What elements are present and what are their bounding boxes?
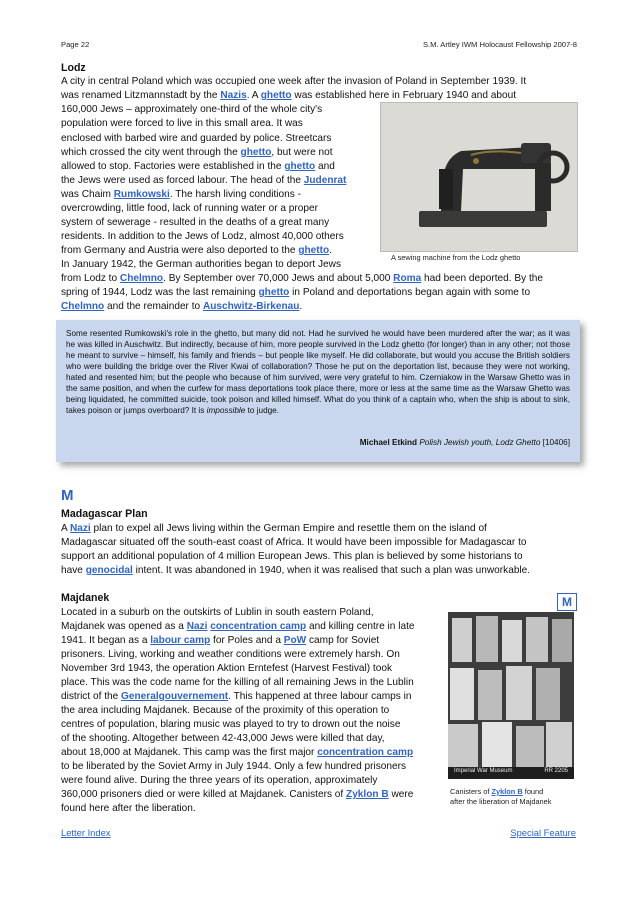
- majdanek-line-5: November 3rd 1943, the operation Aktion Erntefest (Harvest Festival) took: [61, 663, 393, 674]
- link-ghetto[interactable]: ghetto: [284, 161, 316, 172]
- link-roma[interactable]: Roma: [393, 273, 422, 284]
- lodz-line-9: was Chaim Rumkowski. The harsh living conditions -: [61, 189, 301, 200]
- lodz-line-7: allowed to stop. Factories were established in the ghetto and: [61, 161, 335, 172]
- link-rumkowski[interactable]: Rumkowski: [113, 189, 170, 200]
- testimony-attribution: Michael Etkind Polish Jewish youth, Lodz Ghetto [10406]: [359, 438, 570, 447]
- link-labour-camp[interactable]: labour camp: [150, 635, 211, 646]
- running-header: S.M. Artley IWM Holocaust Fellowship 2007-8: [422, 40, 577, 49]
- madagascar-line-1: A Nazi plan to expel all Jews living within the German Empire and resettle them on the island of: [61, 523, 487, 534]
- link-generalgouvernement[interactable]: Generalgouvernement: [121, 691, 229, 702]
- madagascar-line-4: have genocidal intent. It was abandoned in 1940, when it was realised that such a plan was unworkable.: [61, 565, 531, 576]
- majdanek-line-2: Majdanek was opened as a Nazi concentration camp and killing centre in late: [61, 621, 415, 632]
- lodz-line-1: A city in central Poland which was occupied one week after the invasion of Poland in September 1939. It: [61, 76, 527, 87]
- image-reference: RR 2205: [544, 768, 568, 774]
- majdanek-line-6: place. This was the code name for the killing of all remaining Jews in the Lublin: [61, 677, 414, 688]
- majdanek-line-11: about 18,000 at Majdanek. This camp was the first major concentration camp: [61, 747, 414, 758]
- majdanek-line-9: centres of population, blaring music was played to try to drown out the noise: [61, 719, 401, 730]
- lodz-line-12: residents. In addition to the Jews of Lodz, almost 40,000 others: [61, 231, 344, 242]
- majdanek-line-8: the area including Majdanek. Because of the proximity of this operation to: [61, 705, 390, 716]
- entry-title-majdanek: Majdanek: [61, 592, 110, 604]
- majdanek-line-14: 360,000 prisoners died or were killed at Majdanek. Canisters of Zyklon B were: [61, 789, 414, 800]
- entry-title-lodz: Lodz: [61, 62, 86, 74]
- majdanek-line-4: prisoners. Living, working and weather conditions were extremely harsh. On: [61, 649, 400, 660]
- special-feature-link[interactable]: Special Feature: [510, 827, 576, 838]
- section-letter: M: [61, 487, 74, 504]
- lodz-line-14: In January 1942, the German authorities began to deport Jews: [61, 259, 341, 270]
- image-caption-canisters-2: after the liberation of Majdanek: [450, 797, 552, 806]
- letter-index-link[interactable]: Letter Index: [61, 827, 111, 838]
- lodz-line-2: was renamed Litzmannstadt by the Nazis. A ghetto was established here in February 1940 and about: [61, 90, 517, 101]
- link-pow[interactable]: PoW: [283, 635, 307, 646]
- majdanek-line-15: found here after the liberation.: [61, 803, 196, 814]
- lodz-line-15: from Lodz to Chelmno. By September over 70,000 Jews and about 5,000 Roma had been deported. By the: [61, 273, 543, 284]
- link-judenrat[interactable]: Judenrat: [303, 175, 347, 186]
- lodz-line-10: overcrowding, little food, lack of running water or a proper: [61, 203, 318, 214]
- link-ghetto[interactable]: ghetto: [260, 90, 292, 101]
- link-concentration-camp[interactable]: concentration camp: [210, 621, 307, 632]
- link-chelmno[interactable]: Chelmno: [119, 273, 164, 284]
- majdanek-line-10: of the shooting. Altogether between 42-43,000 Jews were killed that day,: [61, 733, 385, 744]
- entry-title-madagascar: Madagascar Plan: [61, 508, 148, 520]
- link-ghetto[interactable]: ghetto: [298, 245, 330, 256]
- zyklon-canisters-image: [448, 612, 574, 779]
- link-auschwitz-birkenau[interactable]: Auschwitz-Birkenau: [202, 301, 300, 312]
- letter-badge[interactable]: M: [557, 593, 577, 611]
- lodz-line-17: Chelmno and the remainder to Auschwitz-Birkenau.: [61, 301, 303, 312]
- testimony-quote: Some resented Rumkowski's role in the ghetto, but many did not. Had he survived he would have been murdered after the war; as it was he was killed in Auschwitz. But indirectly, because of him, more people survived in the Lodz ghetto (for longer) than in any other; not those he meant to survive – himself, his family and friends – but people like myself. He did collaborate, but would you accuse the British soldiers who were building the bridge over the River Kwai of collaboration? Those he put on the deportation list, because they were not working, hated and resented him; but the people who because of him survived, were very grateful to him. Czerniakow in the Warsaw Ghetto was in the same position, and when the curfew for mass deportations took place there, more or less at the same time as the Warsaw Ghetto was being liquidated, he committed suicide, took poison and killed himself. What do you think of a captain who, when the ship is about to sink, takes poison or jumps overboard? It is impossible to judge.: [66, 329, 570, 415]
- lodz-line-8: the Jews were used as forced labour. The head of the Judenrat: [61, 175, 347, 186]
- madagascar-line-3: support an additional population of 4 million European Jews. This plan is believed by some historians to: [61, 551, 523, 562]
- image-credit: Imperial War Museum: [454, 768, 513, 774]
- lodz-line-6: which crossed the city went through the ghetto, but were not: [61, 147, 333, 158]
- majdanek-line-7: district of the Generalgouvernement. This happened at three labour camps in: [61, 691, 412, 702]
- link-ghetto[interactable]: ghetto: [240, 147, 272, 158]
- majdanek-line-13: were found alive. During the three years of its operation, approximately: [61, 775, 378, 786]
- link-nazi[interactable]: Nazi: [69, 523, 91, 534]
- sewing-machine-icon: [381, 103, 577, 251]
- link-ghetto[interactable]: ghetto: [258, 287, 290, 298]
- majdanek-line-1: Located in a suburb on the outskirts of Lublin in south eastern Poland,: [61, 607, 374, 618]
- image-caption-canisters-1: Canisters of Zyklon B found: [450, 787, 544, 796]
- link-genocidal[interactable]: genocidal: [85, 565, 133, 576]
- page-number: Page 22: [61, 40, 90, 49]
- lodz-line-13: from Germany and Austria were also deported to the ghetto.: [61, 245, 332, 256]
- canisters-icon: [448, 612, 574, 779]
- link-zyklon-b[interactable]: Zyklon B: [346, 789, 389, 800]
- madagascar-line-2: Madagascar situated off the south-east coast of Africa. It would have been impossible for Madagascar to: [61, 537, 527, 548]
- link-nazi[interactable]: Nazi: [186, 621, 208, 632]
- sewing-machine-image: [380, 102, 578, 252]
- image-caption-sewing-machine: A sewing machine from the Lodz ghetto: [391, 253, 521, 262]
- link-concentration-camp[interactable]: concentration camp: [317, 747, 414, 758]
- lodz-line-11: system of sewerage - resulted in the deaths of a great many: [61, 217, 330, 228]
- lodz-line-5: enclosed with barbed wire and guarded by police. Streetcars: [61, 133, 332, 144]
- lodz-line-4: population were forced to live in this small area. It was: [61, 118, 303, 129]
- majdanek-line-3: 1941. It began as a labour camp for Poles and a PoW camp for Soviet: [61, 635, 380, 646]
- majdanek-line-12: to be liberated by the Soviet Army in July 1944. Only a few hundred prisoners: [61, 761, 407, 772]
- testimony-box: [56, 320, 580, 462]
- lodz-line-3: 160,000 Jews – approximately one-third of the whole city's: [61, 104, 323, 115]
- link-nazis[interactable]: Nazis: [220, 90, 247, 101]
- link-chelmno[interactable]: Chelmno: [61, 301, 105, 312]
- lodz-line-16: spring of 1944, Lodz was the last remaining ghetto in Poland and deportations began again with some to: [61, 287, 531, 298]
- link-zyklon-b[interactable]: Zyklon B: [491, 787, 523, 796]
